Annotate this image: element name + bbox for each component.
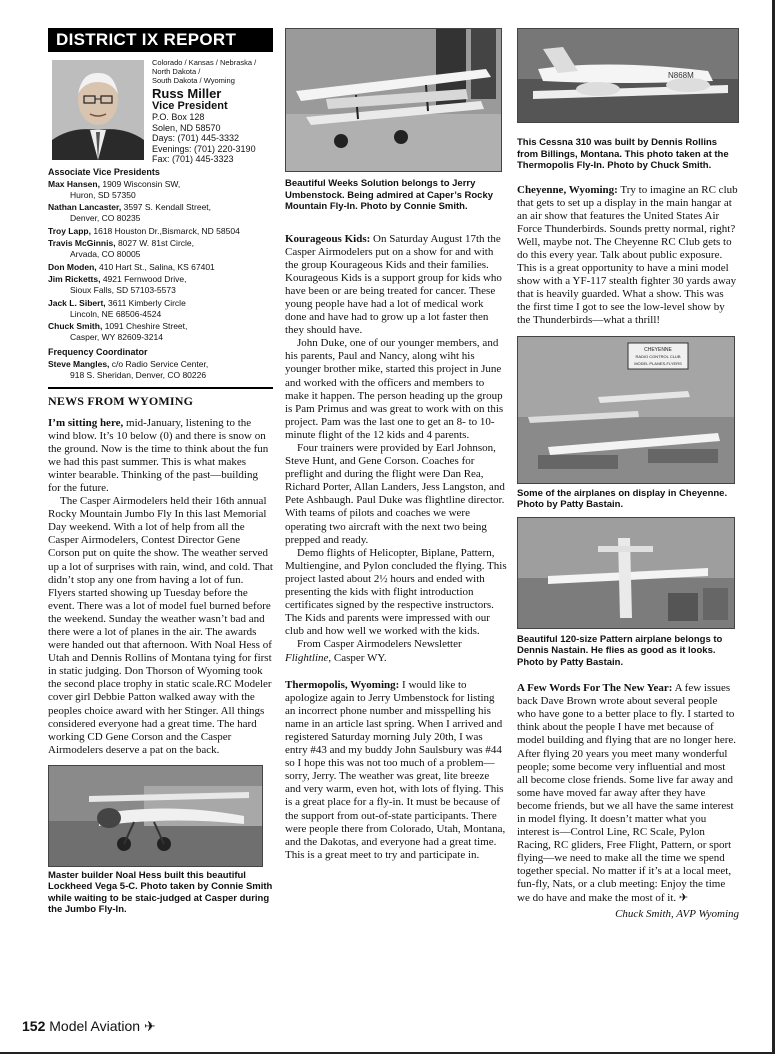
rep-contact	[152, 58, 256, 165]
rep-phone-evenings: Evenings: (701) 220-3190	[152, 143, 256, 154]
article-lead: Thermopolis, Wyoming:	[285, 678, 400, 691]
rep-name: Russ Miller	[152, 86, 222, 101]
article-lead: Cheyenne, Wyoming:	[517, 183, 618, 196]
registration-text: N868M	[668, 71, 694, 80]
author-signature: Chuck Smith, AVP Wyoming	[615, 907, 739, 920]
svg-text:CHEYENNE: CHEYENNE	[644, 346, 672, 353]
rep-phone-days: Days: (701) 445-3332	[152, 133, 240, 143]
avp-item: Nathan Lancaster, 3597 S. Kendall Street, Denver, CO 80235	[48, 202, 212, 223]
svg-text:RADIO CONTROL CLUB: RADIO CONTROL CLUB	[635, 353, 681, 359]
caption-weeks: Beautiful Weeks Solution belongs to Jerry Umbenstock. Being admired at Caper’s Rocky Mountain Fly-In. Photo by Connie Smith.	[285, 178, 494, 212]
article-kourageous-kids: Kourageous Kids: On Saturday August 17th the Casper Airmodelers put on a show for and with the group Kourageous Kids and their families. Kourageous Kids is a support group for kids who have been or are being treated for cancer. These young people have had a lot of medical work done and have had to grow up a lot faster then they should have. John Duke, one of our younger members, and his parents, Paul and Nancy, along wiht his younger brother mike, started this project in June and worked with the officers and members to make it happen. The person heading up the group is Pam Primus and was great to work with on this project. Pam was the last one to get an 8- to 10-minute flight of the 12 kids and 4 parents. Four trainers were provided by Earl Johnson, Steve Hunt, and Gene Corson. Coaches for preflight and during the flight were Dan Rea, Richard Porter, Allan Landers, Jess Langston, and Pete Ashbaugh. Paul Duke was flightline director. With teams of pilots and coaches we were operating two aircraft with the next two being prepped and ready. Demo flights of Helicopter, Biplane, Pattern, Multiengine, and Pylon concluded the flying. This project lasted about 2½ hours and ended with presenting the kids with flight introduction certificates signed by the respective instructors. The Kids and parents were impressed with our club and how well we worked with the kids. From Casper Airmodelers Newsletter Flightline, Casper WY.	[285, 232, 507, 664]
article-new-year: A Few Words For The New Year: A few issues back Dave Brown wrote about several people who have gone to a better place to fly. I started to think about the people I have met because of model building and flying that are no longer here. After flying 20 years you meet many wonderful people; some become very influential and most all become close friends. Some live far away and some have moved far away after they have become friends, but we all have the same interest in model flying. It doesn’t matter what you interest is—Control Line, RC Scale, Pylon Racing, RC gliders, Free Flight, Pattern, or sport flying—we need to make all the time we spend together special. No matter if it’s at a local meet, fun-fly, Nats, or a club meeting: Enjoy the time we do have and make the most of it. ✈	[517, 682, 737, 904]
district-header: DISTRICT IX REPORT	[48, 28, 273, 52]
article-thermopolis: Thermopolis, Wyoming: I would like to apologize again to Jerry Umbenstock for listing an incorrect phone number and misspelling his name in an article last spring. When I arrived and registered Saturday morning July 20th, I was entry #43 and my buddy John Saulsbury was #44 so I hope this was not too much of a problem—sorry, Jerry. The weather was great, lite breeze and very warm, even hot, with lots of flying. This is a great place for a fly-in. It must be because of the support from out-of-state participants. There were people there from Colorado, Utah, Montana, and the Dakotas, and everyone had a great time. This is a great meet to try and participate in.	[285, 678, 506, 861]
column-middle	[285, 28, 507, 862]
page-footer	[22, 1018, 156, 1035]
avp-item: Travis McGinnis, 8027 W. 81st Circle, Arvada, CO 80005	[48, 238, 194, 259]
avp-item: Jack L. Sibert, 3611 Kimberly Circle Lincoln, NE 68506-4524	[48, 297, 186, 319]
article-lead: I’m sitting here,	[48, 416, 124, 429]
rep-address-1: P.O. Box 128	[152, 112, 205, 122]
article-lead: Kourageous Kids:	[285, 232, 371, 245]
photo-pattern-airplane	[517, 517, 735, 629]
avp-item: Don Moden, 410 Hart St., Salina, KS 67401	[48, 261, 215, 272]
rep-title: Vice President	[152, 100, 228, 112]
column-right	[517, 28, 739, 920]
column-left	[48, 28, 273, 916]
caption-pattern: Beautiful 120-size Pattern airplane belongs to Dennis Nastain. He flies as good as it looks. Photo by Patty Bastain.	[517, 633, 723, 668]
article-cheyenne: Cheyenne, Wyoming: Try to imagine an RC club that gets to set up a display in the main hangar at an air show that features the United States Air Force Thunderbirds. Sounds pretty normal, right? Well, maybe not. The Cheyenne RC Club gets to do this every year. Talk about public exposure. This is a great opportunity to have a mini model show with a YF-117 stealth fighter 30 yards away that is heavily guarded. What a show. This was the first time I got to see the low-level show by the Thunderbirds—what a thrill!	[517, 183, 738, 327]
coordinator-heading: Frequency Coordinator	[48, 347, 148, 357]
vice-president-box	[48, 58, 273, 163]
plane-icon: ✈	[143, 1018, 156, 1034]
caption-cessna: This Cessna 310 was built by Dennis Rollins from Billings, Montana. This photo taken at the Thermopolis Fly-In. Photo by Chuck Smith.	[517, 137, 729, 171]
page-number: 152	[22, 1018, 46, 1034]
svg-text:MODEL PLANES-FLYERS: MODEL PLANES-FLYERS	[634, 360, 682, 366]
portrait-photo	[52, 60, 144, 160]
magazine-name: Model Aviation	[49, 1018, 141, 1034]
caption-vega: Master builder Noal Hess built this beautiful Lockheed Vega 5-C. Photo taken by Connie Smith while waiting to be staic-judged at Casper during the Jumbo Fly-In.	[48, 869, 273, 916]
divider	[48, 387, 273, 389]
avp-item: Jim Ricketts, 4921 Fernwood Drive, Sioux Falls, SD 57103-5573	[48, 274, 187, 295]
photo-weeks-solution	[285, 28, 502, 172]
avp-item: Max Hansen, 1909 Wisconsin SW, Huron, SD 57350	[48, 178, 181, 200]
caption-display: Some of the airplanes on display in Cheyenne. Photo by Patty Bastain.	[517, 487, 728, 511]
photo-cheyenne-display	[517, 336, 735, 484]
avp-item: Troy Lapp, 1618 Houston Dr.,Bismarck, ND 58504	[48, 225, 240, 236]
avp-list	[48, 167, 273, 381]
photo-cessna	[517, 28, 739, 123]
avp-heading: Associate Vice Presidents	[48, 167, 160, 177]
avp-item: Chuck Smith, 1091 Cheshire Street, Casper, WY 82609-3214	[48, 321, 188, 342]
rep-fax: Fax: (701) 445-3323	[152, 154, 234, 164]
coordinator-item: Steve Mangles, c/o Radio Service Center, 918 S. Sheridan, Denver, CO 80226	[48, 358, 209, 380]
rep-states: Colorado / Kansas / Nebraska / North Dakota / South Dakota / Wyoming	[152, 58, 257, 85]
rep-address-2: Solen, ND 58570	[152, 122, 221, 133]
article-lead: A Few Words For The New Year:	[517, 682, 673, 695]
photo-vega	[48, 765, 263, 867]
article-intro: I’m sitting here, mid-January, listening to the wind blow. It’s 10 below (0) and there is snow on the ground. Now is the time to think about the fun we had this past summer. This is what makes winter bearable. Thinking of the past—building for the future. The Casper Airmodelers held their 16th annual Rocky Mountain Jumbo Fly In this last Memorial Day weekend. With a lot of help from all the Casper Airmodelers, Contest Director Gene Corson put on quite the show. The weather served up a lot of surprises with rain, wind, and cold. That didn’t stop any one from having a lot of fun. Flyers started showing up Tuesday before the event. There was a lot of model fuel burned before the weekend. Sunday the weather wasn’t bad and there were a lot of planes in the air. The awards were handed out that afternoon. With Noal Hess of Utah and Dennis Rollins of Montana tying for first in static judging. Don Thorson of Wyoming took the second place trophy in static scale.RC Modeler cover girl Debbie Patton walked away with the peoples choice award with her Stinger. All things considered everyone had a great time. The hard working CD Gene Corson and the Casper Airmodelers deserve a pat on the back.	[48, 416, 273, 756]
news-heading: NEWS FROM WYOMING	[48, 393, 194, 408]
